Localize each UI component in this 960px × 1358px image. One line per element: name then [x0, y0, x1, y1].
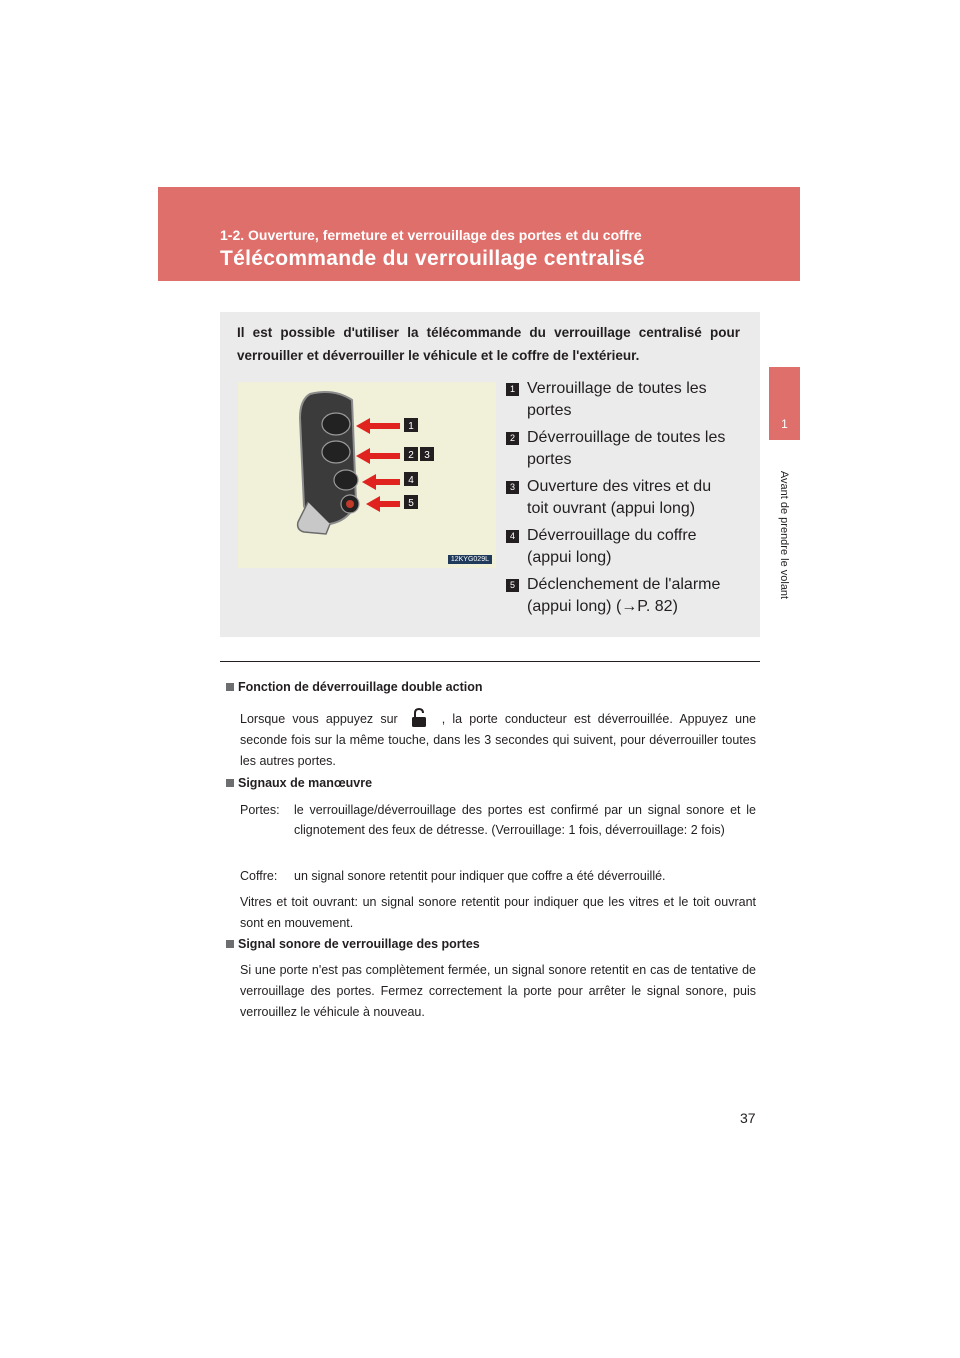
legend-number: 5	[506, 579, 519, 592]
image-code: 12KYG029L	[448, 555, 492, 564]
buzzer-heading: Signal sonore de verrouillage des portes	[226, 937, 480, 951]
legend-item	[506, 476, 736, 520]
portes-text: le verrouillage/déverrouillage des portes est confirmé par un signal sonore et le clignotement des feux de détresse. (Verrouillage: 1 fois, déverrouillage: 2 fois)	[294, 803, 756, 837]
callout-4: 4	[408, 475, 414, 486]
legend-item	[506, 574, 736, 618]
key-fob-photo	[238, 382, 496, 568]
notes-body	[226, 680, 756, 1080]
legend-text: Verrouillage de toutes les portes	[527, 380, 707, 419]
unlock-icon	[410, 708, 428, 728]
lock-button	[322, 413, 350, 435]
callout-1: 1	[408, 421, 414, 432]
intro-text: Il est possible d'utiliser la télécommande du verrouillage centralisé pour verrouiller et déverrouiller le véhicule et le coffre de l'extérieur.	[237, 325, 740, 363]
callout-5: 5	[408, 498, 414, 509]
callout-3: 3	[424, 450, 430, 461]
callout-2: 2	[408, 450, 414, 461]
page-number: 37	[740, 1110, 756, 1126]
chapter-header	[158, 187, 800, 281]
chapter-sidebar	[776, 452, 792, 622]
double-action-text: Lorsque vous appuyez sur , la porte conducteur est déverrouillée. Appuyez une seconde fois sur la même touche, dans les 3 secondes qui suivent, pour déverrouiller toutes les autres portes.	[240, 708, 756, 772]
double-action-heading: Fonction de déverrouillage double action	[226, 680, 482, 694]
key-fob-illustration	[238, 382, 496, 568]
unlock-button	[322, 441, 350, 463]
buzzer-text: Si une porte n'est pas complètement fermée, un signal sonore retentit en cas de tentative de verrouillage des portes. Fermez correctement la porte pour arrêter le signal sonore, puis verrouillez le véhicule à nouveau.	[240, 963, 756, 1019]
legend-item	[506, 427, 736, 471]
chapter-tab[interactable]	[769, 367, 800, 440]
page-title: Télécommande du verrouillage centralisé	[220, 247, 645, 270]
legend-number: 1	[506, 383, 519, 396]
legend-text: Déverrouillage du coffre (appui long)	[527, 527, 697, 566]
square-bullet-icon	[226, 940, 234, 948]
chapter-tab-number: 1	[781, 417, 788, 431]
section-divider	[220, 661, 760, 662]
legend-text: Déclenchement de l'alarme (appui long) (→P. 82)	[527, 576, 721, 615]
coffre-label: Coffre:	[240, 869, 278, 883]
callout-arrows	[356, 418, 400, 512]
square-bullet-icon	[226, 779, 234, 787]
legend-list	[506, 378, 736, 623]
legend-text: Déverrouillage de toutes les portes	[527, 429, 726, 468]
section-title: 1-2. Ouverture, fermeture et verrouillage des portes et du coffre	[220, 227, 642, 243]
portes-label: Portes:	[240, 803, 280, 817]
intro-box	[220, 312, 760, 637]
coffre-text: un signal sonore retentit pour indiquer que coffre a été déverrouillé.	[294, 869, 666, 883]
signals-heading: Signaux de manœuvre	[226, 776, 372, 790]
signals-portes-row	[240, 800, 756, 862]
vitres-text: Vitres et toit ouvrant: un signal sonore retentit pour indiquer que les vitres et le toit ouvrant sont en mouvement.	[240, 895, 756, 930]
legend-number: 2	[506, 432, 519, 445]
square-bullet-icon	[226, 683, 234, 691]
legend-item	[506, 378, 736, 422]
legend-number: 3	[506, 481, 519, 494]
chapter-name: Avant de prendre le volant	[778, 470, 790, 600]
legend-number: 4	[506, 530, 519, 543]
trunk-button	[334, 470, 358, 490]
legend-item	[506, 525, 736, 569]
legend-text: Ouverture des vitres et du toit ouvrant (appui long)	[527, 478, 712, 517]
